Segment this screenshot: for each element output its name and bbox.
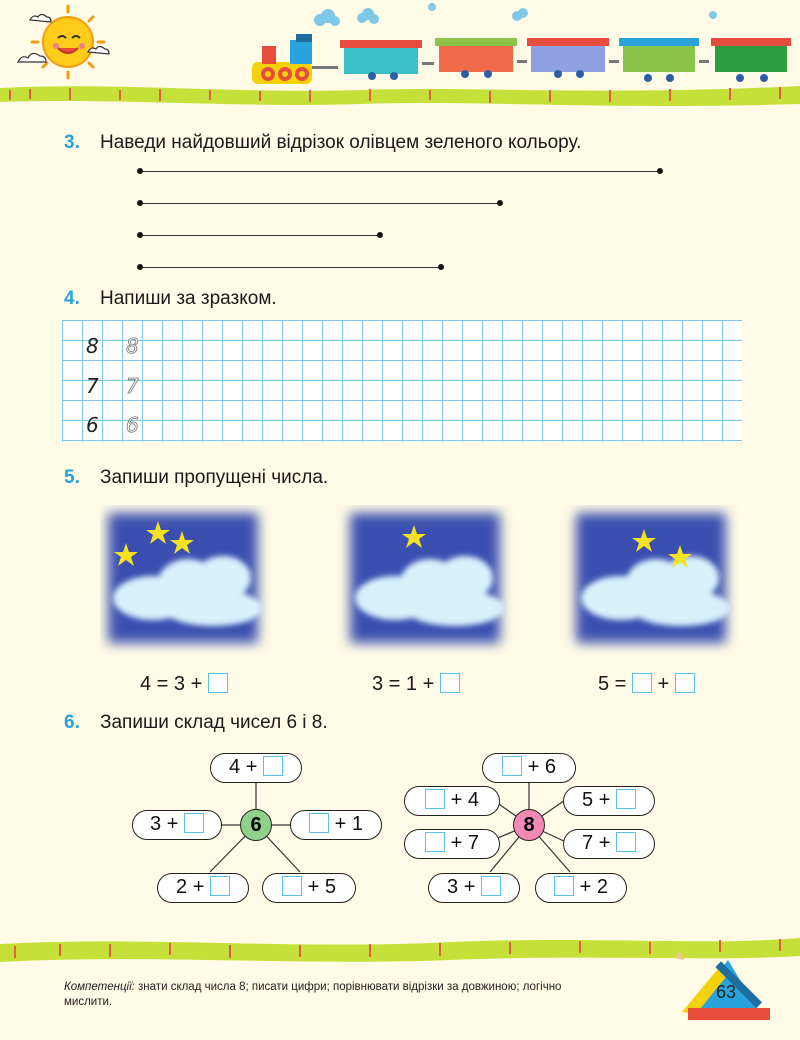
segment-start-point: [137, 232, 143, 238]
task-5-instruction: [64, 467, 328, 489]
line-segment[interactable]: [140, 203, 500, 204]
answer-box[interactable]: [210, 876, 230, 896]
equation-text: 4 = 3 +: [140, 673, 203, 695]
segment-end-point: [497, 200, 503, 206]
segment-start-point: [137, 168, 143, 174]
task-number: 3.: [64, 132, 80, 153]
task-text: Запиши пропущені числа.: [100, 467, 329, 488]
equation-text: 3 = 1 +: [372, 673, 435, 695]
answer-box[interactable]: [208, 673, 228, 693]
task-text: Напиши за зразком.: [100, 288, 277, 309]
sum-pill: + 7: [404, 829, 500, 859]
trace-digit: 6: [126, 413, 139, 437]
line-segment[interactable]: [140, 171, 660, 172]
sum-pill: 3 +: [428, 873, 520, 903]
equation: [372, 673, 460, 696]
answer-box[interactable]: [263, 756, 283, 776]
answer-box[interactable]: [481, 876, 501, 896]
answer-box[interactable]: [632, 673, 652, 693]
answer-box[interactable]: [425, 789, 445, 809]
line-segment[interactable]: [140, 235, 380, 236]
answer-box[interactable]: [309, 813, 329, 833]
writing-grid[interactable]: [62, 320, 742, 442]
sum-pill: 5 +: [563, 786, 655, 816]
segment-end-point: [377, 232, 383, 238]
picture-panel: [108, 513, 263, 643]
picture-night-clouds: [100, 505, 740, 655]
answer-box[interactable]: [184, 813, 204, 833]
answer-box[interactable]: [440, 673, 460, 693]
sample-digit: 8: [86, 334, 99, 358]
competencies-label: Компетенції:: [64, 981, 135, 993]
sum-pill: 2 +: [157, 873, 249, 903]
page-number: 63: [716, 982, 737, 1002]
task-number: 4.: [64, 288, 80, 309]
task-6-instruction: [64, 712, 328, 734]
diagram-connectors: [0, 740, 800, 920]
sum-pill: 7 +: [563, 829, 655, 859]
equation-text: +: [657, 673, 670, 695]
sum-pill: 4 +: [210, 753, 302, 783]
answer-box[interactable]: [675, 673, 695, 693]
segment-start-point: [137, 200, 143, 206]
answer-box[interactable]: [616, 789, 636, 809]
sample-digit: 6: [86, 413, 99, 437]
sum-pill: + 6: [482, 753, 576, 783]
answer-box[interactable]: [502, 756, 522, 776]
dragonfly-icon: [676, 950, 684, 960]
segment-start-point: [137, 264, 143, 270]
task-4-instruction: [64, 288, 277, 310]
task-3-instruction: [64, 132, 581, 154]
sum-pill: + 4: [404, 786, 500, 816]
answer-box[interactable]: [282, 876, 302, 896]
trace-digit: 7: [126, 374, 139, 398]
header-decoration: [0, 0, 800, 110]
equation: [140, 673, 228, 696]
answer-box[interactable]: [554, 876, 574, 896]
task-number: 5.: [64, 467, 80, 488]
competencies-note: [64, 980, 564, 1010]
picture-panel: [576, 513, 731, 643]
task-text: Наведи найдовший відрізок олівцем зеленого кольору.: [100, 132, 582, 153]
trace-digit: 8: [126, 334, 139, 358]
task-number: 6.: [64, 712, 80, 733]
segment-end-point: [438, 264, 444, 270]
sum-pill: + 1: [290, 810, 382, 840]
sum-pill: + 2: [535, 873, 627, 903]
answer-box[interactable]: [616, 832, 636, 852]
equation-text: 5 =: [598, 673, 627, 695]
center-number-6: 6: [240, 809, 272, 841]
picture-panel: [350, 513, 505, 643]
segment-end-point: [657, 168, 663, 174]
center-number-8: 8: [513, 809, 545, 841]
equation: [598, 673, 695, 696]
sample-digit: 7: [86, 374, 99, 398]
task-text: Запиши склад чисел 6 і 8.: [100, 712, 328, 733]
answer-box[interactable]: [425, 832, 445, 852]
sum-pill: + 5: [262, 873, 356, 903]
line-segment[interactable]: [140, 267, 441, 268]
competencies-text: знати склад числа 8; писати цифри; порівнювати відрізки за довжиною; логічно мислити.: [64, 981, 562, 1008]
sum-pill: 3 +: [132, 810, 222, 840]
train-icon: [252, 34, 791, 84]
